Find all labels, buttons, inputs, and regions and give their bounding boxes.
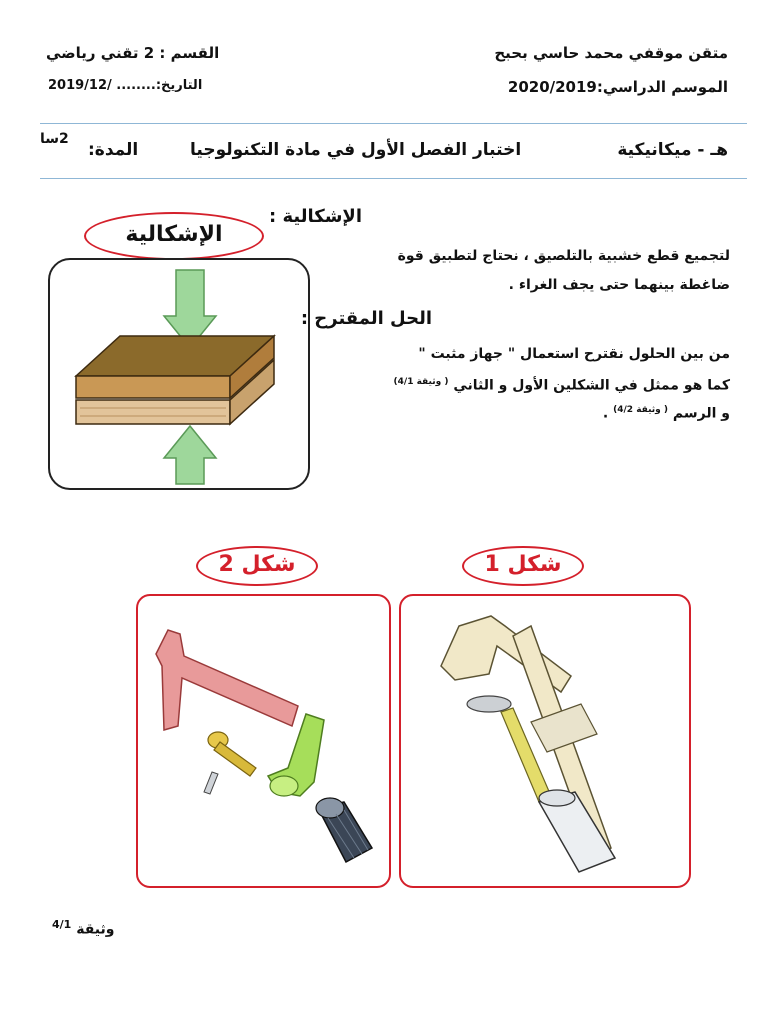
solution-line-1: من بين الحلول نقترح استعمال " جهاز مثبت " — [418, 346, 730, 362]
duration-label: المدة: — [88, 140, 139, 160]
pin-part — [204, 772, 218, 794]
solution-line-3-text: و الرسم — [672, 405, 730, 422]
rule-top — [40, 123, 747, 124]
problem-line-1: لتجميع قطع خشبية بالتلصيق ، نحتاج لتطبيق قوة — [397, 248, 730, 264]
pad-part — [467, 696, 511, 712]
figure-2-label: شكل 2 — [196, 546, 318, 586]
footer-doc-label: وثيقة — [76, 921, 115, 938]
clamp-exploded-drawing — [138, 596, 389, 886]
figure-1-label: شكل 1 — [462, 546, 584, 586]
rule-bottom — [40, 178, 747, 179]
exam-title: اختبار الفصل الأول في مادة التكنولوجيا — [190, 140, 522, 160]
frame-part — [156, 630, 298, 730]
class-label: القسم : 2 تقني رياضي — [46, 44, 220, 62]
footer-doc-ref — [52, 918, 114, 938]
up-arrow-icon — [164, 426, 216, 484]
solution-line-3-end: . — [602, 405, 609, 422]
doc-ref-2: ( وثيقة 4/2) — [613, 405, 669, 415]
wood-press-figure — [50, 260, 308, 488]
school-year: الموسم الدراسي:2020/2019 — [507, 78, 728, 96]
solution-title: الحل المقترح : — [300, 308, 432, 329]
figure-2-panel — [136, 594, 391, 888]
footer-doc-number: 4/1 — [52, 918, 72, 931]
problem-oval-label — [84, 212, 264, 260]
doc-ref-1: ( وثيقة 4/1) — [393, 377, 449, 387]
exam-date: التاريخ:........ /2019/12 — [48, 78, 203, 93]
problem-oval-text: الإشكالية — [125, 222, 223, 247]
problem-illustration — [48, 258, 310, 490]
problem-title: الإشكالية : — [269, 206, 362, 227]
solution-line-2-text: كما هو ممثل في الشكلين الأول و الثاني — [453, 377, 730, 394]
figure-1-panel — [399, 594, 691, 888]
frame-part — [441, 616, 571, 692]
board-bottom-front — [76, 400, 230, 424]
teacher-name: متقن موقفي محمد حاسي بحبح — [494, 44, 728, 62]
duration-value: 2سا — [40, 131, 69, 147]
screw-shank — [214, 742, 256, 776]
board-top-front — [76, 376, 230, 398]
problem-line-2: ضاغطة بينهما حتى يجف الغراء . — [508, 277, 730, 293]
solution-line-3 — [603, 396, 730, 429]
clamp-assembled-drawing — [401, 596, 689, 886]
subject-label: هـ - ميكانيكية — [617, 140, 728, 160]
